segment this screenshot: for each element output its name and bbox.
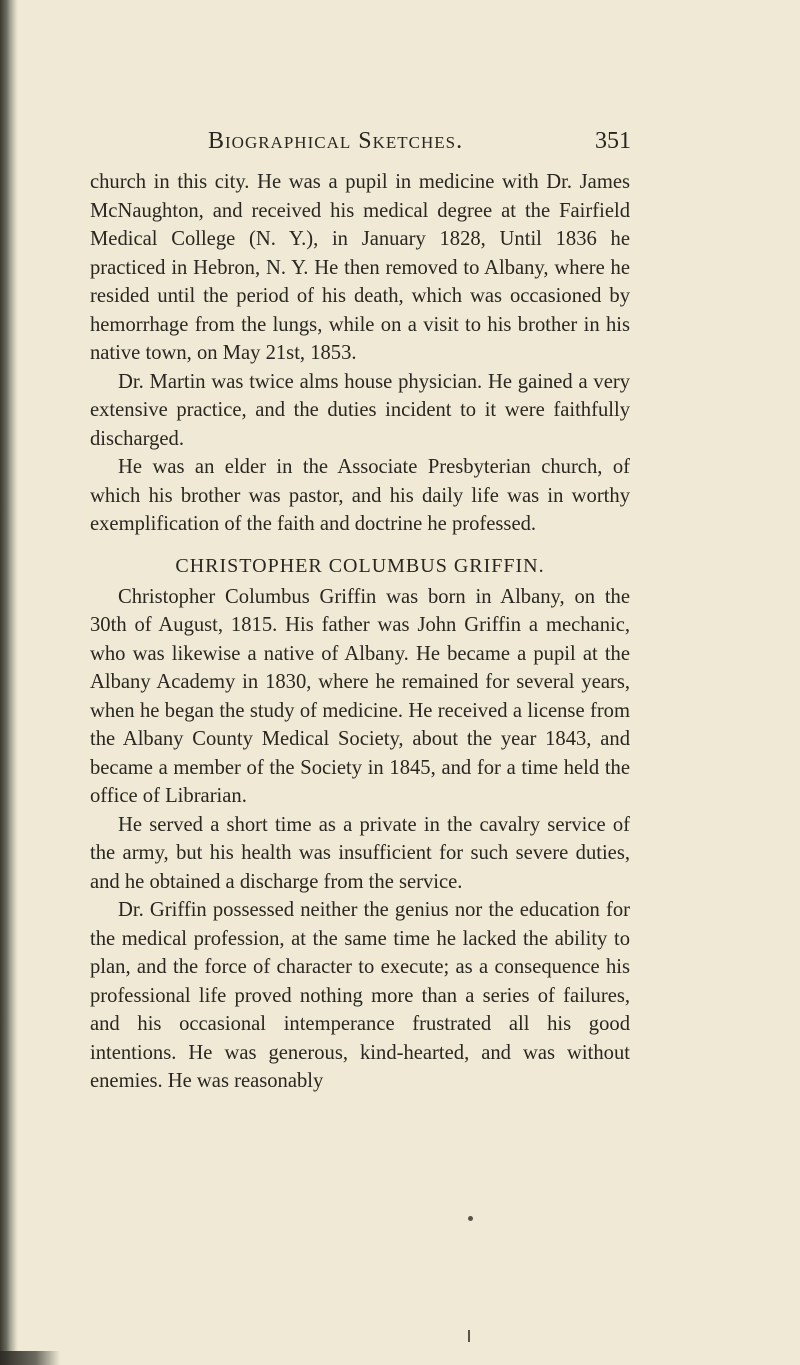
book-spine-corner bbox=[0, 1351, 60, 1365]
paragraph: church in this city. He was a pupil in medicine with Dr. James McNaughton, and received his medical degree at the Fairfield Medical College (N. Y.), in January 1828, Until 1836 he practiced in Hebron, N. Y. He then removed to Albany, where he resided until the period of his death, which was occasioned by hemorrhage from the lungs, while on a visit to his brother in his native town, on May 21st, 1853. bbox=[90, 171, 630, 364]
page-number: 351 bbox=[595, 128, 631, 154]
paragraph: Dr. Griffin possessed neither the genius nor the education for the medical profession, at the same time he lacked the ability to plan, and the force of character to execute; as a consequence his professional life proved nothing more than a series of failures, and his occasional intemperance frustrated all his good intentions. He was generous, kind-hearted, and was without enemies. He was reasonably bbox=[90, 899, 630, 1092]
book-page bbox=[90, 128, 630, 1096]
running-head-title: Biographical Sketches. bbox=[208, 128, 464, 154]
paragraph: Dr. Martin was twice alms house physician. He gained a very extensive practice, and the duties incident to it were faithfully discharged. bbox=[90, 370, 630, 450]
section-heading: CHRISTOPHER COLUMBUS GRIFFIN. bbox=[175, 554, 545, 577]
paragraph: Christopher Columbus Griffin was born in Albany, on the 30th of August, 1815. His father was John Griffin a mechanic, who was likewise a native of Albany. He became a pupil at the Albany Academy in 1830, where he remained for several years, when he began the study of medicine. He received a license from the Albany County Medical Society, about the year 1843, and became a member of the Society in 1845, and for a time held the office of Librarian. bbox=[90, 585, 630, 807]
paragraph: He was an elder in the Associate Presbyterian church, of which his brother was pastor, and his daily life was in worthy exemplification of the faith and doctrine he professed. bbox=[90, 456, 630, 535]
paragraph: He served a short time as a private in the cavalry service of the army, but his health was insufficient for such severe duties, and he obtained a discharge from the service. bbox=[90, 813, 630, 893]
page-speck bbox=[468, 1330, 470, 1342]
running-head bbox=[90, 128, 630, 158]
book-spine-shadow bbox=[0, 0, 18, 1365]
page-speck bbox=[468, 1216, 473, 1221]
